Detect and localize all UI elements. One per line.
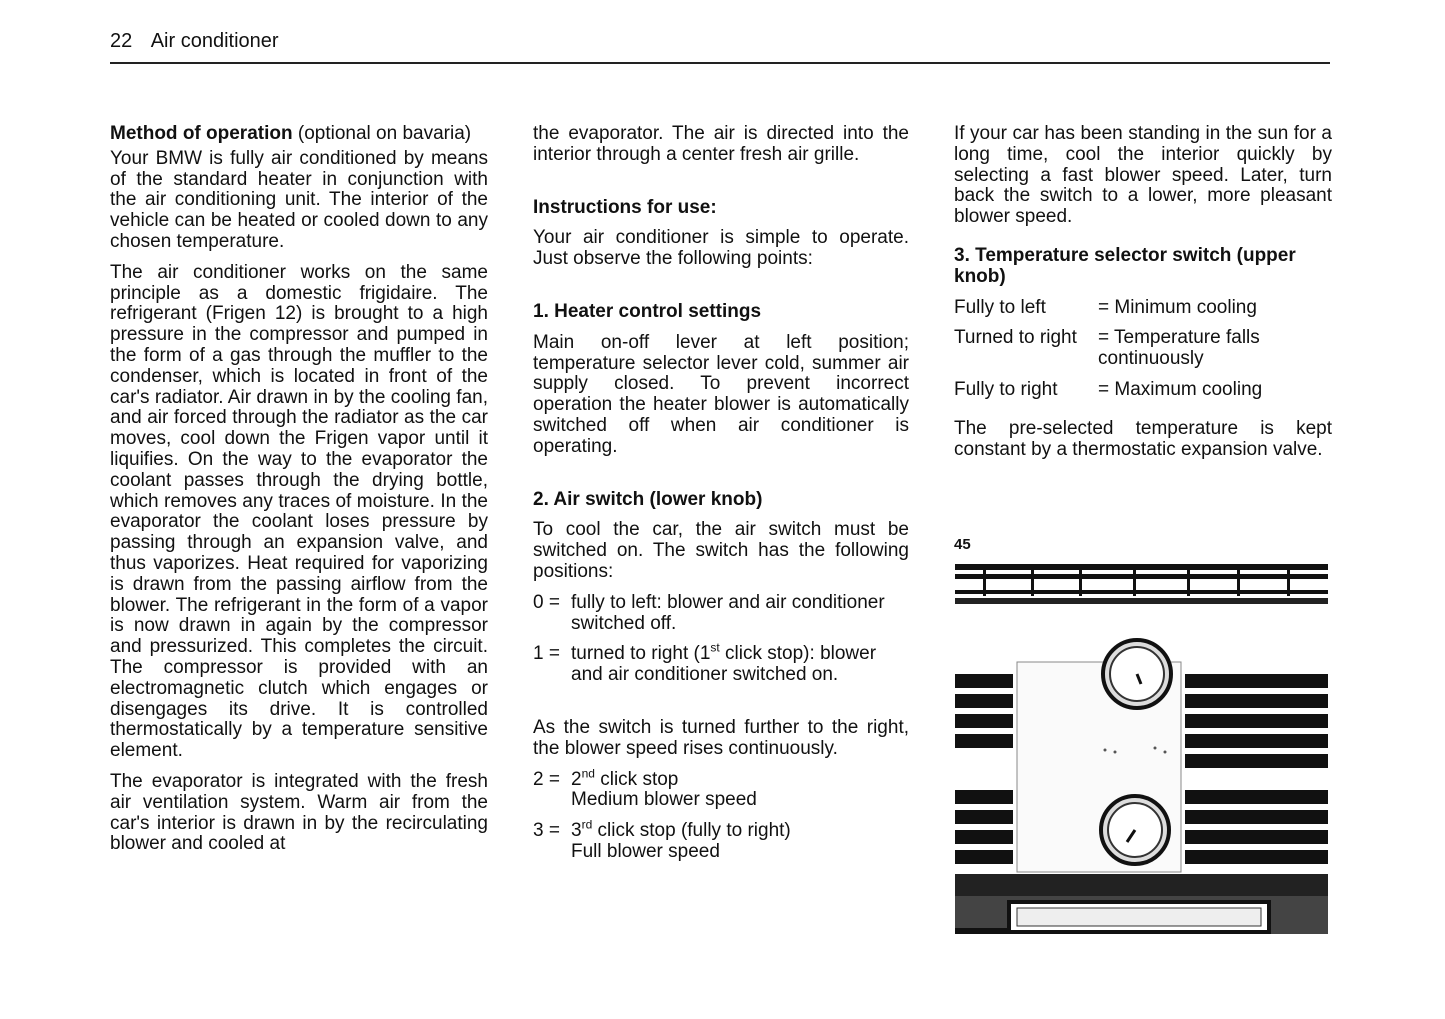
thermostat-paragraph: The pre-selected temperature is kept constant by a thermostatic expansion valve. [954,417,1332,460]
position-2-line2: Medium blower speed [571,789,757,811]
heater-text: Main on-off lever at left position; temperature selector lever cold, summer air supply closed. To prevent incorrect operation the heater blower is automatically switched off when air conditioner is operating. [533,331,909,457]
figure-label: 45 [954,536,971,553]
position-2-sup: nd [581,766,595,781]
method-paragraph [110,124,488,145]
temperature-heading: 3. Temperature selector switch (upper knob) [954,244,1296,287]
position-1-text [571,641,909,686]
header-rule [110,62,1330,64]
position-0-text: fully to left: blower and air conditioner switched off. [571,591,885,634]
temperature-row-key: Fully to right [954,378,1058,400]
temperature-row-value: = Temperature falls continuously [1098,327,1260,370]
position-2-post: click stop [594,768,679,790]
temperature-row [954,328,1332,370]
temperature-row-value: = Minimum cooling [1098,296,1257,318]
position-1-key: 1 = [533,643,560,665]
page-number: 22 [110,30,133,52]
airswitch-text: To cool the car, the air switch must be switched on. The switch has the following positions: [533,519,909,582]
position-0-key: 0 = [533,591,560,613]
quick-cool-paragraph: If your car has been standing in the sun for a long time, cool the interior quickly by selecting a fast blower speed. Later, turn back the switch to a lower, more pleasant blower speed. [954,123,1332,228]
method-heading-rest: (optional on bavaria) [292,123,472,144]
column-2 [533,124,909,873]
position-1-sup: st [710,641,720,656]
airswitch-heading: 2. Air switch (lower knob) [533,488,763,510]
position-1-post: click stop): blower and air conditioner switched on. [571,643,877,686]
position-2 [533,766,909,812]
temperature-row-key: Fully to left [954,296,1046,318]
instructions-heading: Instructions for use: [533,196,717,218]
temperature-row-value: = Maximum cooling [1098,378,1263,400]
column-1 [110,124,488,865]
position-3 [533,817,909,863]
position-3-key: 3 = [533,820,560,842]
position-3-sup: rd [581,817,593,832]
intro-paragraph: Your BMW is fully air conditioned by means of the standard heater in conjunction with the air conditioning unit. The interior of the vehicle can be heated or cooled down to any chosen temperature. [110,147,488,252]
position-1-pre: turned to right (1 [571,643,711,665]
heater-heading: 1. Heater control settings [533,300,762,322]
method-heading: Method of operation [110,123,293,144]
position-3-line2: Full blower speed [571,840,720,862]
upper-knob [1103,640,1171,708]
temperature-row [954,380,1332,401]
position-1 [533,641,909,686]
page-header [110,30,279,53]
position-2-num: 2 [571,768,582,790]
temperature-row-key: Turned to right [954,327,1077,349]
temperature-row [954,298,1332,319]
section-title: Air conditioner [150,30,279,52]
position-3-num: 3 [571,820,582,842]
position-3-post: click stop (fully to right) [592,820,791,842]
position-0 [533,593,909,635]
column-3 [954,124,1332,470]
ac-control-panel-photo [955,562,1328,934]
turn-text: As the switch is turned further to the right, the blower speed rises continuously. [533,716,909,759]
evaporator-continued: the evaporator. The air is directed into the interior through a center fresh air grille. [533,123,909,165]
lower-knob [1101,796,1169,864]
position-2-key: 2 = [533,768,560,790]
evaporator-paragraph: The evaporator is integrated with the fresh air ventilation system. Warm air from the car's interior is drawn in by the recirculating blower and cooled at [110,770,488,855]
principle-paragraph: The air conditioner works on the same principle as a domestic frigidaire. The refrigerant (Frigen 12) is brought to a high pressure in the compressor and pumped in the form of a gas through the muffler to the condenser, which is located in front of the car's radiator. Air drawn in by the cooling fan, and air forced through the radiator as the car moves, cool down the Frigen vapor until it liquifies. On the way to the evaporator the coolant passes through the drying bottle, which removes any traces of moisture. In the evaporator the coolant loses pressure by passing through an expansion valve, and thus vaporizes. Heat required for vaporizing is drawn from the passing airflow from the blower. The refrigerant in the form of a vapor is now drawn in again by the compressor and pressurized. This completes the circuit. The compressor is provided with an electromagnetic clutch which engages or disengages its drive. It is controlled thermostatically by a temperature sensitive element. [110,261,488,762]
instructions-text: Your air conditioner is simple to operate. Just observe the following points: [533,227,909,270]
